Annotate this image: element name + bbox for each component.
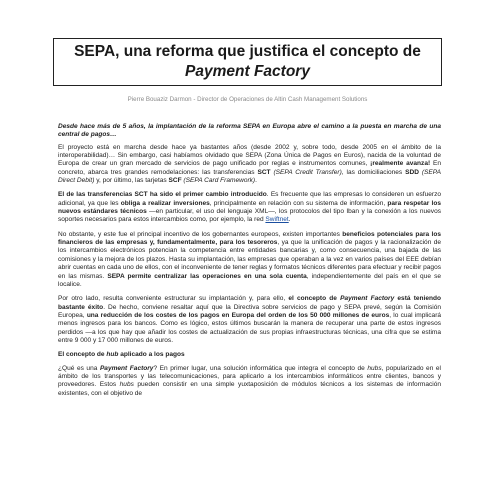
italic-run: (SEPA Card Framework) xyxy=(181,177,256,185)
text-run: . Es frecuente que las empresas lo consideren un esfuerzo adicional, ya que les xyxy=(58,191,442,207)
text-run: . De hecho, conviene resaltar aquí que la Directiva sobre servicios de pago y SEPA prevé, según la Comisión Europea, xyxy=(58,303,441,319)
paragraph-3 xyxy=(58,231,441,289)
italic-run: hubs xyxy=(119,381,134,389)
author-line: Pierre Bouaziz Darmon - Director de Operaciones de Altin Cash Management Solutions xyxy=(127,96,368,103)
text-run: . xyxy=(288,216,291,224)
paragraph-4 xyxy=(58,295,441,345)
italic-run: (SEPA Credit Transfer) xyxy=(270,168,342,176)
text-run: , las domiciliaciones xyxy=(341,168,406,176)
text-run: No obstante, y este fue el principal incentivo de los gobernantes europeos, existen importantes xyxy=(58,230,343,238)
bold-run: está teniendo bastante éxito xyxy=(58,295,441,311)
bold-run: SDD xyxy=(405,168,419,176)
paragraph-2 xyxy=(58,191,441,224)
text-run: , ya que la unificación de pagos y la racionalización de los intercambios electrónicos potencian la competencia entre entidades bancarias y, como consecuencia, una bajada de las comisiones y la mejora de los plazos. Hasta su implantación, las empresas que operaban a la vez en varios países del EEE debían abrir cuentas en cada uno de ellos, con el inconveniente de tener reglas y formatos técnicos diferentes para efectuar y recibir pagos en las mismas. xyxy=(58,239,441,280)
paragraph-5 xyxy=(58,365,441,398)
paragraph-1 xyxy=(58,144,441,186)
swiftnet-link[interactable]: Swiftnet xyxy=(265,216,289,224)
article-body xyxy=(58,123,441,404)
text-run: pueden consistir en una simple yuxtaposición de módulos técnicos a los sistemas de información existentes, con el objetivo de xyxy=(58,381,441,397)
text-run: En concreto, abarca tres grandes remodelaciones: las transferencias xyxy=(58,160,441,176)
text-run: y, por último, las tarjetas xyxy=(94,177,169,185)
bold-italic-run: Payment Factory xyxy=(340,295,395,303)
text-run: ¿Qué es una xyxy=(58,364,100,372)
bold-run: El de las transferencias SCT ha sido el primer cambio introducido xyxy=(58,191,267,199)
document-title-line1: SEPA, una reforma que justifica el concepto de xyxy=(74,43,421,60)
text-run: , independientemente del país en el que se localice. xyxy=(58,272,441,288)
title-box xyxy=(53,38,442,86)
italic-run: (SEPA Direct Debit) xyxy=(58,168,441,185)
text-run: —en particular, el uso del lenguaje XML—, los protocolos del tipo Iban y la conexión a los nuevos soportes necesarios para estos intercambios como, por ejemplo, la red xyxy=(58,208,441,224)
document-title-line2: Payment Factory xyxy=(185,63,310,80)
italic-run: hub xyxy=(106,351,119,359)
text-run: , lo cual implicará menos ingresos para los bancos. Como es lógico, estos últimos buscarán la manera de recuperar una parte de estos ingresos perdidos —a los que hay que añadir los costes de actualización de sus propias infraestructuras técnicas, una cifra que se estima entre 9 000 y 17 000 millones de euros. xyxy=(58,311,442,344)
bold-run: beneficios potenciales para los financieros de las empresas y, fundamentalmente, para los tesoreros xyxy=(58,230,441,247)
text-run: ? En primer lugar, una solución informática que integra el concepto de xyxy=(153,364,368,372)
section-heading xyxy=(58,351,441,359)
text-run: aplicado a los pagos xyxy=(118,351,185,359)
text-run: . xyxy=(255,177,257,185)
text-run: El concepto de xyxy=(58,351,107,359)
italic-run: hubs xyxy=(367,364,382,372)
bold-run: SCF xyxy=(168,177,182,185)
bold-run: para respetar los nuevos estándares técnicos xyxy=(58,199,441,216)
bold-run: SCT xyxy=(257,168,271,176)
text-run: , principalmente en relación con su sistema de información, xyxy=(209,199,388,207)
bold-run: ¡realmente avanza! xyxy=(370,160,431,168)
text-run: El proyecto está en marcha desde hace ya bastantes años (desde 2002 y, sobre todo, desde 2005 en el ámbito de la interoperabilidad)… Sin embargo, casi habíamos olvidado que SEPA (Zona Única de Pagos en Euros), nacida de la voluntad de Europa de crear un gran mercado de servicios de pago unificado por reglas e instrumentos comunes, xyxy=(58,143,441,168)
bold-run: una reducción de los costes de los pagos en Europa del orden de los 50 000 millones de euros xyxy=(86,311,390,319)
bold-run: el concepto de xyxy=(288,295,341,303)
bold-run: SEPA permite centralizar las operaciones en una sola cuenta xyxy=(107,272,307,280)
text-run: , popularizado en el ámbito de los transportes y las telecomunicaciones, para aplicarlo a los intercambios informáticos entre clientes, bancos y proveedores. Estos xyxy=(58,364,441,389)
bold-italic-run: Payment Factory xyxy=(99,364,154,372)
bold-run: obliga a realizar inversiones xyxy=(120,199,210,207)
intro-paragraph: Desde hace más de 5 años, la implantación de la reforma SEPA en Europa abre el camino a la puesta en marcha de una central de pagos… xyxy=(58,123,441,139)
text-run: Por otro lado, resulta conveniente estructurar su implantación y, para ello, xyxy=(58,295,289,303)
